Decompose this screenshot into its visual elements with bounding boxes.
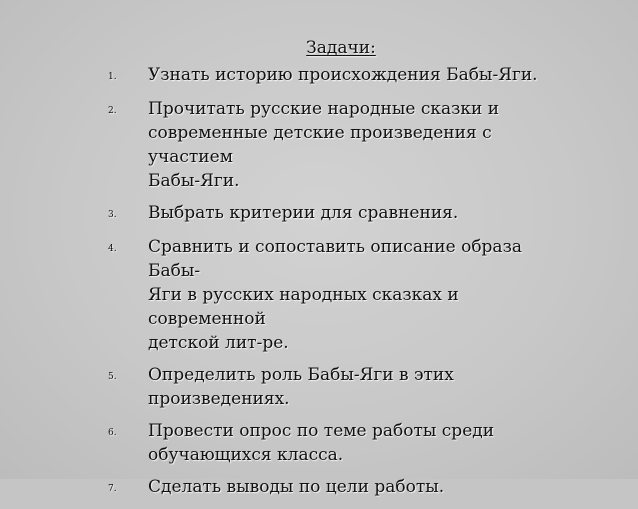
task-number: 7. [108, 484, 117, 494]
task-text-line: Прочитать русские народные сказки и [148, 99, 500, 119]
task-text-line: Узнать историю происхождения Бабы-Яги. [148, 65, 538, 85]
slide-title-text: Задачи: [306, 38, 376, 58]
task-item [108, 63, 578, 89]
task-text-line: Выбрать критерии для сравнения. [148, 203, 459, 223]
task-item [108, 97, 578, 193]
task-text-line: Бабы-Яги. [148, 171, 240, 191]
task-text-line: Определить роль Бабы-Яги в этих [148, 365, 454, 385]
task-item [108, 419, 578, 467]
task-text [148, 97, 578, 193]
task-number: 1. [108, 72, 117, 82]
task-text [148, 363, 578, 411]
task-text-line: обучающихся класса. [148, 445, 344, 465]
task-item [108, 201, 578, 227]
task-text [148, 63, 578, 87]
task-number: 5. [108, 372, 117, 382]
task-number: 6. [108, 428, 117, 438]
task-text-line: детской лит-ре. [148, 333, 289, 353]
task-number: 4. [108, 244, 117, 254]
task-text [148, 419, 578, 467]
task-text-line: Сделать выводы по цели работы. [148, 477, 445, 497]
task-text-line: Провести опрос по теме работы среди [148, 421, 495, 441]
task-list [108, 63, 578, 509]
task-text [148, 201, 578, 225]
slide-title [0, 38, 638, 58]
task-item [108, 363, 578, 411]
task-text [148, 235, 578, 355]
task-text-line: Яги в русских народных сказках и современной [148, 285, 459, 329]
task-item [108, 235, 578, 355]
task-text-line: современные детские произведения с участием [148, 123, 492, 167]
task-number: 3. [108, 210, 117, 220]
task-text-line: произведениях. [148, 389, 290, 409]
task-number: 2. [108, 106, 117, 116]
task-text-line: Сравнить и сопоставить описание образа Бабы- [148, 237, 522, 281]
